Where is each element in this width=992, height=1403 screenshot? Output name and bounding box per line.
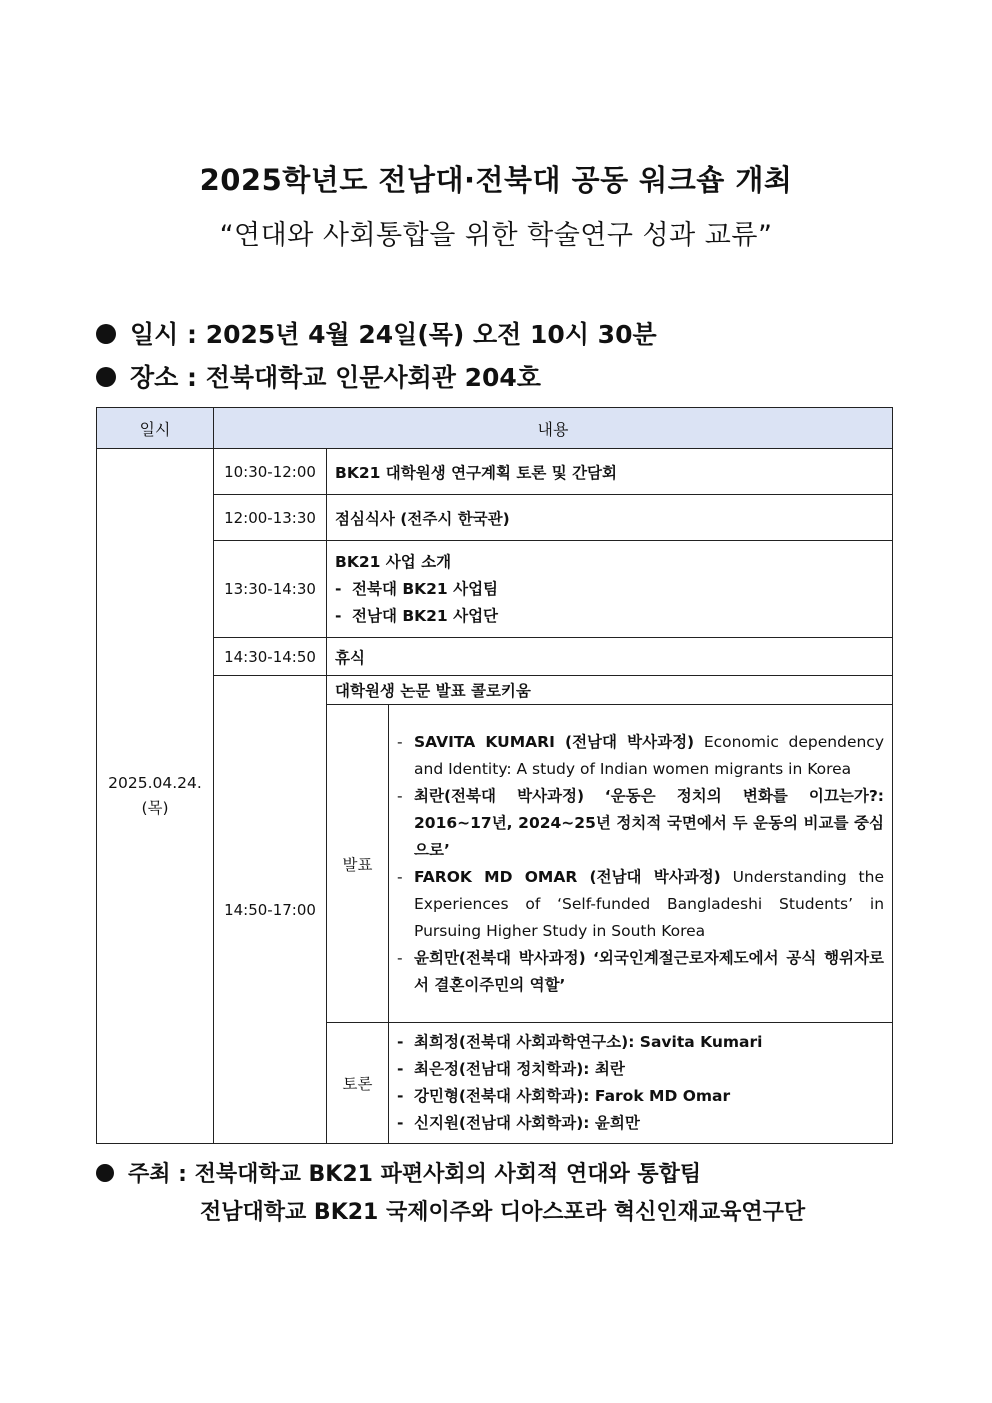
- presentation-label: 발표: [327, 705, 389, 1023]
- time-cell: 14:30-14:50: [214, 638, 327, 676]
- host-line: [96, 1156, 805, 1194]
- bullet-icon: [96, 367, 116, 387]
- time-cell: 10:30-12:00: [214, 449, 327, 495]
- content-cell: 휴식: [327, 638, 893, 676]
- section-title: BK21 사업 소개: [335, 552, 452, 571]
- host-line-1: 주최 : 전북대학교 BK21 파편사회의 사회적 연대와 통합팀: [128, 1162, 702, 1187]
- table-row: [97, 449, 893, 495]
- paper-title: ‘운동은 정치의 변화를 이끄는가?: 2016~17년, 2024~25년 정치적 국면에서 두 운동의 비교를 중심으로’: [414, 786, 885, 859]
- info-place: [96, 358, 541, 394]
- discussion-label: 토론: [327, 1023, 389, 1144]
- info-date-text: 일시 : 2025년 4월 24일(목) 오전 10시 30분: [130, 320, 657, 349]
- content-cell: 점심식사 (전주시 한국관): [327, 495, 893, 541]
- table-header-row: [97, 408, 893, 449]
- list-item: - 신지원(전남대 사회학과): 윤희만: [397, 1110, 884, 1137]
- date-cell: [97, 449, 214, 1144]
- paper-title: Understanding the Experiences of ‘Self-funded Bangladeshi Students’ in Pursuing Higher Study in South Korea: [414, 867, 885, 940]
- time-cell: 13:30-14:30: [214, 541, 327, 638]
- paper-title: Economic dependency and Identity: A study of Indian women migrants in Korea: [414, 732, 884, 778]
- schedule-table: [96, 407, 893, 1144]
- header-date: 일시: [97, 408, 214, 449]
- list-item: - 전북대 BK21 사업팀: [335, 576, 884, 603]
- discussion-list: [397, 1029, 884, 1137]
- list-item: [397, 783, 884, 864]
- list-item: - 최은정(전남대 정치학과): 최란: [397, 1056, 884, 1083]
- presenter-name: 윤희만(전북대 박사과정): [414, 948, 586, 967]
- info-date: [96, 315, 657, 351]
- document-subtitle: “연대와 사회통합을 위한 학술연구 성과 교류”: [219, 220, 773, 251]
- list-item: [397, 864, 884, 945]
- list-item: - 최희정(전북대 사회과학연구소): Savita Kumari: [397, 1029, 884, 1056]
- header-content: 내용: [214, 408, 893, 449]
- paper-title: ‘외국인계절근로자제도에서 공식 행위자로서 결혼이주민의 역할’: [414, 948, 885, 994]
- list-item: - 전남대 BK21 사업단: [335, 603, 884, 630]
- table-row: [97, 495, 893, 541]
- date-weekday: (목): [141, 799, 169, 817]
- content-cell: [327, 541, 893, 638]
- discussion-cell: [389, 1023, 893, 1144]
- date-line: 2025.04.24.: [108, 774, 202, 792]
- time-cell: 14:50-17:00: [214, 676, 327, 1144]
- list-item: - 강민형(전북대 사회학과): Farok MD Omar: [397, 1083, 884, 1110]
- presenter-name: SAVITA KUMARI (전남대 박사과정): [414, 732, 695, 751]
- table-row: [97, 638, 893, 676]
- presenter-name: FAROK MD OMAR (전남대 박사과정): [414, 867, 721, 886]
- presentation-cell: [389, 705, 893, 1023]
- table-row: [97, 541, 893, 638]
- team-list: [335, 576, 884, 630]
- bullet-icon: [96, 324, 116, 344]
- host-line-2: 전남대학교 BK21 국제이주와 디아스포라 혁신인재교육연구단: [200, 1200, 806, 1225]
- host-info: [96, 1156, 805, 1232]
- document-title: 2025학년도 전남대·전북대 공동 워크숍 개최: [199, 163, 793, 197]
- presenter-name: 최란(전북대 박사과정): [414, 786, 585, 805]
- list-item: [397, 945, 884, 999]
- content-cell: BK21 대학원생 연구계획 토론 및 간담회: [327, 449, 893, 495]
- list-item: [397, 729, 884, 783]
- presentation-list: [397, 729, 884, 999]
- bullet-icon: [96, 1164, 114, 1182]
- info-place-text: 장소 : 전북대학교 인문사회관 204호: [130, 363, 541, 392]
- time-cell: 12:00-13:30: [214, 495, 327, 541]
- table-row: [97, 676, 893, 705]
- content-cell: 대학원생 논문 발표 콜로키움: [327, 676, 893, 705]
